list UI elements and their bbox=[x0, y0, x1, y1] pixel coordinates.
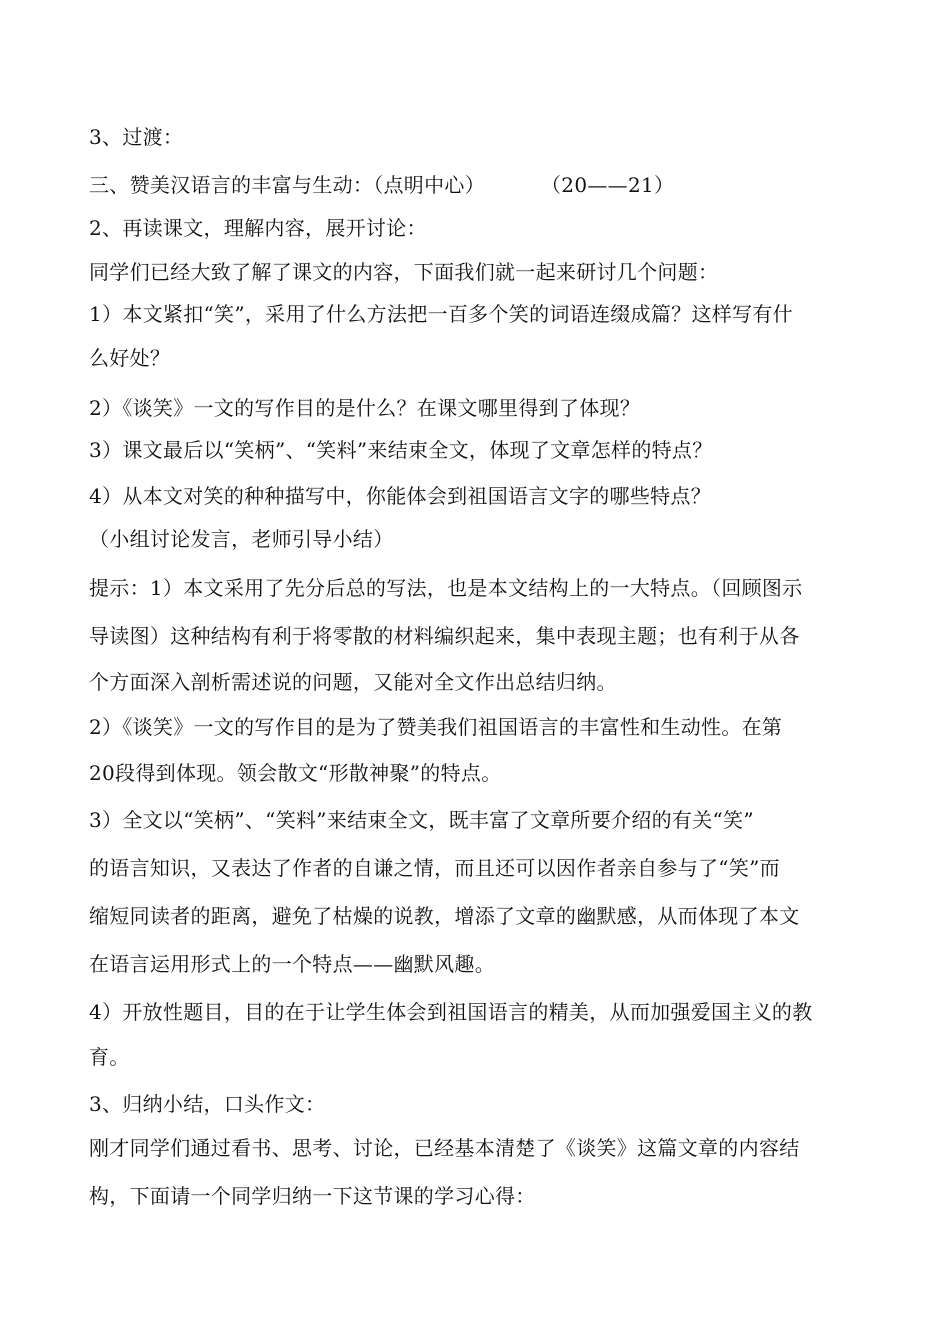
text-line: 在语言运用形式上的一个特点——幽默风趣。 bbox=[89, 952, 495, 976]
text-line: 导读图）这种结构有利于将零散的材料编织起来，集中表现主题；也有利于从各 bbox=[89, 624, 800, 648]
text-line: 2）《谈笑》一文的写作目的是什么？在课文哪里得到了体现？ bbox=[89, 396, 641, 420]
text-line: 缩短同读者的距离，避免了枯燥的说教，增添了文章的幽默感，从而体现了本文 bbox=[89, 904, 800, 928]
text-line: 的语言知识，又表达了作者的自谦之情，而且还可以因作者亲自参与了“笑”而 bbox=[89, 856, 780, 880]
text-line: 同学们已经大致了解了课文的内容，下面我们就一起来研讨几个问题： bbox=[89, 260, 719, 284]
text-line: （小组讨论发言，老师引导小结） bbox=[89, 527, 394, 551]
text-line: 3、过渡： bbox=[89, 125, 184, 149]
text-line: 育。 bbox=[89, 1045, 130, 1069]
text-line: 提示：1）本文采用了先分后总的写法，也是本文结构上的一大特点。（回顾图示 bbox=[89, 576, 803, 600]
text-line: 2、再读课文，理解内容，展开讨论： bbox=[89, 216, 427, 240]
section-paragraph-range: （20——21） bbox=[541, 173, 675, 197]
text-line: 构，下面请一个同学归纳一下这节课的学习心得： bbox=[89, 1184, 536, 1208]
text-line: 20段得到体现。领会散文“形散神聚”的特点。 bbox=[89, 761, 502, 785]
section-heading-text: 三、赞美汉语言的丰富与生动：（点明中心） bbox=[89, 173, 485, 197]
text-line: 4）开放性题目，目的在于让学生体会到祖国语言的精美，从而加强爱国主义的教 bbox=[89, 1000, 813, 1024]
text-line: 3）全文以“笑柄”、“笑料”来结束全文，既丰富了文章所要介绍的有关“笑” bbox=[89, 808, 754, 832]
text-line: 1）本文紧扣“笑”，采用了什么方法把一百多个笑的词语连缀成篇？这样写有什 bbox=[89, 302, 793, 326]
text-line: 3、归纳小结，口头作文： bbox=[89, 1092, 326, 1116]
text-line: 个方面深入剖析需述说的问题，又能对全文作出总结归纳。 bbox=[89, 670, 617, 694]
text-line: 4）从本文对笑的种种描写中，你能体会到祖国语言文字的哪些特点？ bbox=[89, 484, 712, 508]
text-line: 2）《谈笑》一文的写作目的是为了赞美我们祖国语言的丰富性和生动性。在第 bbox=[89, 715, 783, 739]
section-heading bbox=[89, 173, 674, 197]
text-line: 刚才同学们通过看书、思考、讨论，已经基本清楚了《谈笑》这篇文章的内容结 bbox=[89, 1136, 800, 1160]
text-line: 3）课文最后以“笑柄”、“笑料”来结束全文，体现了文章怎样的特点？ bbox=[89, 438, 713, 462]
text-line: 么好处？ bbox=[89, 346, 171, 370]
